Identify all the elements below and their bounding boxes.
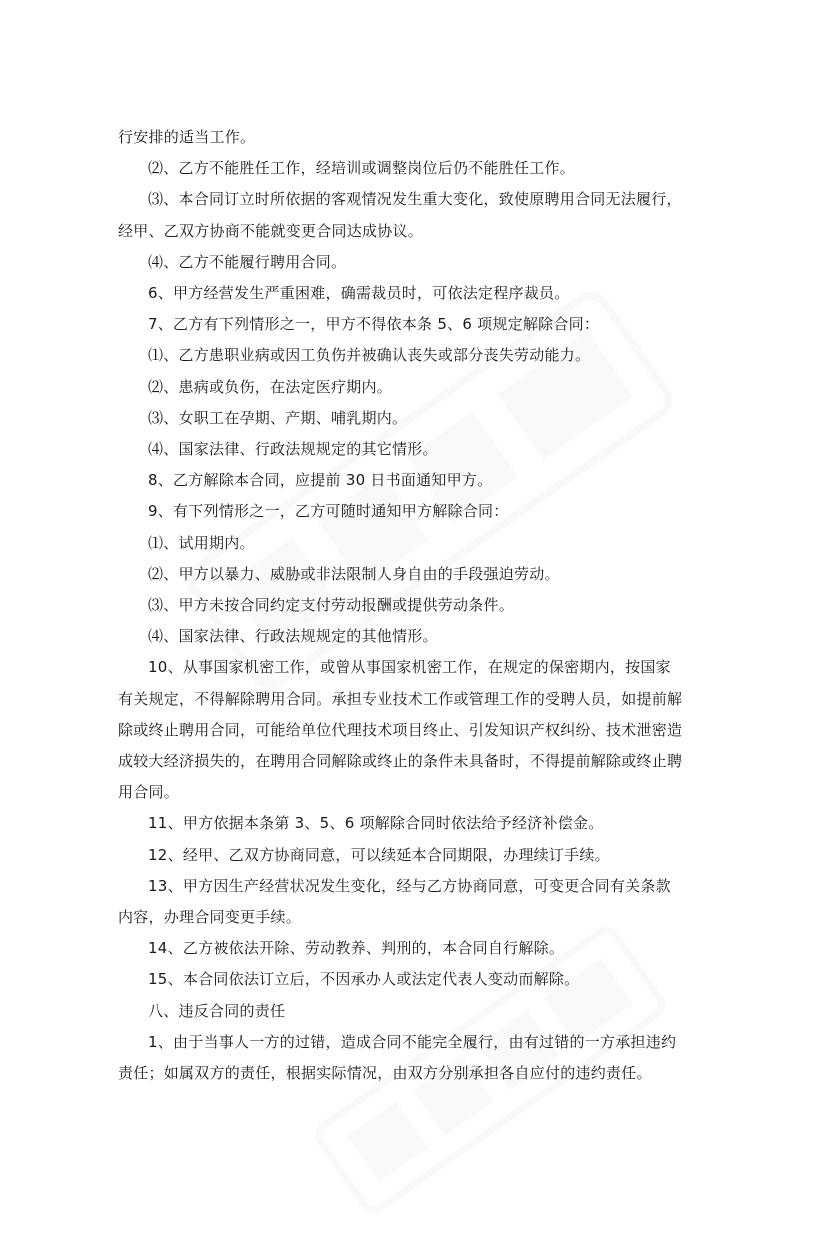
text-line: ⑵、乙方不能胜任工作，经培训或调整岗位后仍不能胜任工作。 xyxy=(148,159,576,178)
section-heading: 八、违反合同的责任 xyxy=(148,1001,286,1020)
text-line: ⑶、女职工在孕期、产期、哺乳期内。 xyxy=(148,408,408,427)
text-line: ⑷、乙方不能履行聘用合同。 xyxy=(148,252,347,271)
text-line: 行安排的适当工作。 xyxy=(118,128,256,146)
text-line: 10、从事国家机密工作，或曾从事国家机密工作，在规定的保密期内，按国家 xyxy=(148,658,671,677)
text-line: 15、本合同依法订立后，不因承办人或法定代表人变动而解除。 xyxy=(148,970,580,989)
text-line: ⑵、患病或负伤，在法定医疗期内。 xyxy=(148,377,393,396)
document-body xyxy=(118,122,730,1089)
text-line: 除或终止聘用合同，可能给单位代理技术项目终止、引发知识产权纠纷、技术泄密造 xyxy=(118,720,683,739)
text-line: 14、乙方被依法开除、劳动教养、判刑的，本合同自行解除。 xyxy=(148,939,565,958)
text-line: ⑶、甲方未按合同约定支付劳动报酬或提供劳动条件。 xyxy=(148,596,515,615)
text-line: 1、由于当事人一方的过错，造成合同不能完全履行，由有过错的一方承担违约 xyxy=(148,1032,677,1051)
text-line: 6、甲方经营发生严重困难，确需裁员时，可依法定程序裁员。 xyxy=(148,284,570,303)
text-line: 13、甲方因生产经营状况发生变化，经与乙方协商同意，可变更合同有关条款 xyxy=(148,876,671,895)
text-line: ⑴、乙方患职业病或因工负伤并被确认丧失或部分丧失劳动能力。 xyxy=(148,346,591,365)
text-line: 9、有下列情形之一，乙方可随时通知甲方解除合同： xyxy=(148,502,509,521)
text-line: ⑶、本合同订立时所依据的客观情况发生重大变化，致使原聘用合同无法履行， xyxy=(148,190,682,209)
text-line: 12、经甲、乙双方协商同意，可以续延本合同期限，办理续订手续。 xyxy=(148,845,610,864)
text-line: ⑵、甲方以暴力、威胁或非法限制人身自由的手段强迫劳动。 xyxy=(148,564,560,583)
text-line: 用合同。 xyxy=(118,783,180,802)
text-line: 经甲、乙双方协商不能就变更合同达成协议。 xyxy=(118,221,424,240)
text-line: 成较大经济损失的，在聘用合同解除或终止的条件未具备时，不得提前解除或终止聘 xyxy=(118,752,683,771)
text-line: 责任；如属双方的责任，根据实际情况，由双方分别承担各自应付的违约责任。 xyxy=(118,1064,652,1083)
text-line: ⑴、试用期内。 xyxy=(148,533,255,552)
text-line: 8、乙方解除本合同，应提前 30 日书面通知甲方。 xyxy=(148,471,493,490)
text-line: 内容，办理合同变更手续。 xyxy=(118,908,302,927)
text-line: ⑷、国家法律、行政法规规定的其它情形。 xyxy=(148,440,438,459)
text-line: 7、乙方有下列情形之一，甲方不得依本条 5、6 项规定解除合同： xyxy=(148,315,600,334)
text-line: ⑷、国家法律、行政法规规定的其他情形。 xyxy=(148,627,438,646)
text-line: 有关规定，不得解除聘用合同。承担专业技术工作或管理工作的受聘人员，如提前解 xyxy=(118,689,683,708)
text-line: 11、甲方依据本条第 3、5、6 项解除合同时依法给予经济补偿金。 xyxy=(148,814,604,833)
